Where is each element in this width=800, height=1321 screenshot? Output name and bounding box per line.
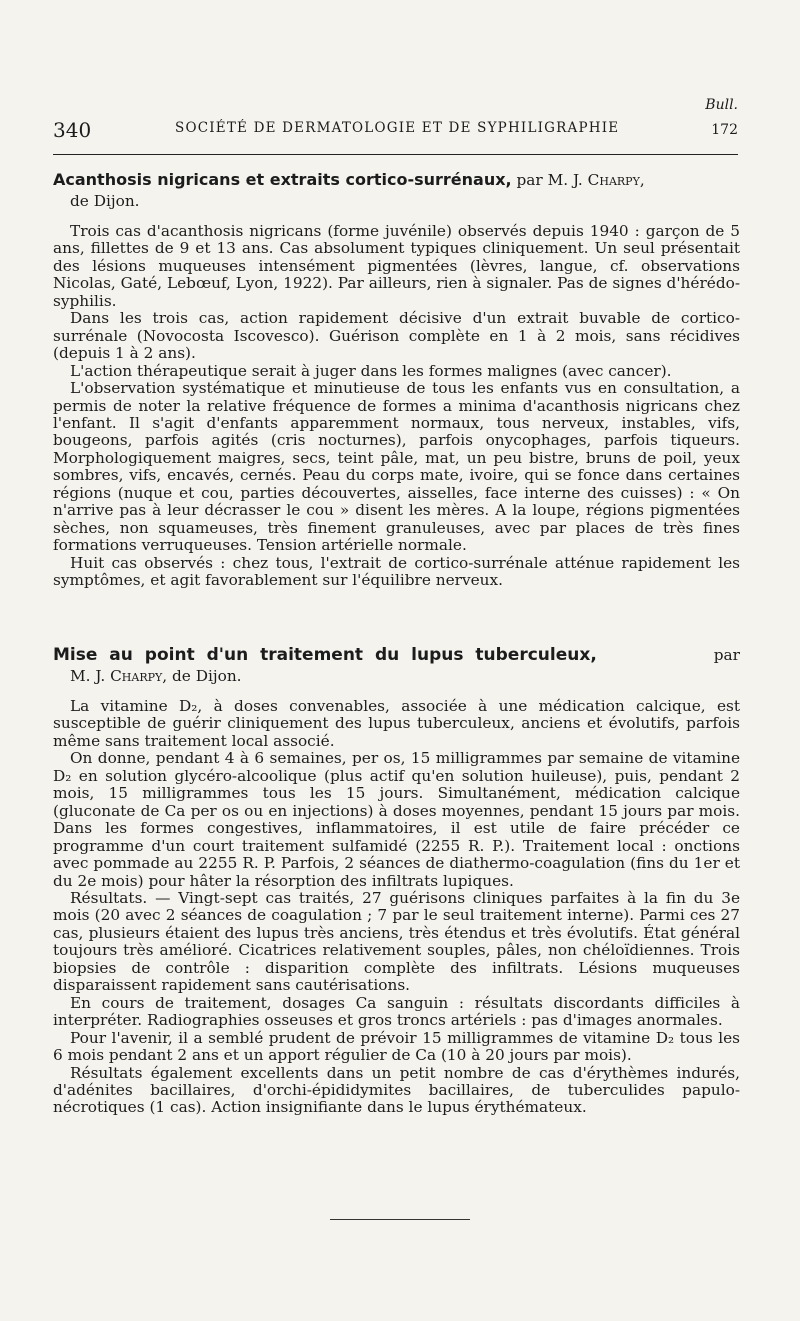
paragraph: On donne, pendant 4 à 6 semaines, per os, 15 milligrammes par semaine de vitamine D₂ en solution glycéro-alcoolique (plus actif qu'en solution huileuse), puis, pendant 2 mois, 15 milligrammes tous les 15 jours. Simultanément, médication calcique (gluconate de Ca per os ou en injections) à doses moyennes, pendant 15 jours par mois. Dans les formes congestives, inflammatoires, il est utile de faire précéder ce programme d'un court traitement sulfamidé (2255 R. P.). Traitement local : onctions avec pommade au 2255 R. P. Parfois, 2 séances de diathermo-coagulation (fins du 1er et du 2e mois) pour hâter la résorption des infiltrats lupiques. [53,749,740,890]
article-heading [53,170,740,191]
bulletin-abbrev: Bull. [705,97,738,113]
author-prefix: M. J. [70,666,106,685]
paragraph: Trois cas d'acanthosis nigricans (forme juvénile) observés depuis 1940 : garçon de 5 ans, fillettes de 9 et 13 ans. Cas absolument typiques cliniquement. Un seul présentait des lésions muqueuses intensément pigmentées (lèvres, langue, cf. observations Nicolas, Gaté, Lebœuf, Lyon, 1922). Par ailleurs, rien à signaler. Pas de signes d'hérédo-syphilis. [53,222,740,310]
article-title: Acanthosis nigricans et extraits cortico-surrénaux, [53,170,512,189]
author-prefix-par: par [713,646,740,664]
article-title: Mise au point d'un traitement du lupus tuberculeux, [53,645,597,665]
header-rule [53,154,738,155]
article-lupus [53,645,740,1117]
article-heading [53,645,740,666]
author-name: Charpy, [110,666,168,685]
paragraph: En cours de traitement, dosages Ca sanguin : résultats discordants difficiles à interpréter. Radiographies osseuses et gros troncs artériels : pas d'images anormales. [53,993,740,1030]
paragraph: L'observation systématique et minutieuse de tous les enfants vus en consultation, a permis de noter la relative fréquence de formes a minima d'acanthosis nigricans chez l'enfant. Il s'agit d'enfants apparemment normaux, tous nerveux, instables, vifs, bougeons, parfois agités (cris nocturnes), parfois onycophages, parfois tiqueurs. Morphologiquement maigres, secs, teint pâle, mat, un peu bistre, bruns de poil, yeux sombres, vifs, encavés, cernés. Peau du corps mate, ivoire, qui se fonce dans certaines régions (nuque et cou, parties découvertes, aisselles, face interne des cuisses) : « On n'arrive pas à leur décrasser le cou » disent les mères. A la loupe, régions pigmentées sèches, non squameuses, très finement granuleuses, avec par places de très fines formations verruqueuses. Tension artérielle normale. [53,379,740,555]
paragraph: Résultats également excellents dans un petit nombre de cas d'érythèmes indurés, d'adénites bacillaires, d'orchi-épididymites bacillaires, de tuberculides papulo-nécrotiques (1 cas). Action insignifiante dans le lupus érythémateux. [53,1063,740,1117]
running-head: SOCIÉTÉ DE DERMATOLOGIE ET DE SYPHILIGRAPHIE [175,120,620,136]
volume-number: 172 [711,122,738,138]
paragraph: Pour l'avenir, il a semblé prudent de prévoir 15 milligrammes de vitamine D₂ tous les 6 mois pendant 2 ans et un apport régulier de Ca (10 à 20 jours par mois). [53,1028,740,1065]
author-prefix: par M. J. [516,171,583,189]
author-city: de Dijon. [70,191,140,210]
page-number: 340 [53,118,92,142]
end-rule [330,1219,470,1220]
paragraph: Résultats. — Vingt-sept cas traités, 27 guérisons cliniques parfaites à la fin du 3e mois (20 avec 2 séances de coagulation ; 7 par le seul traitement interne). Parmi ces 27 cas, plusieurs étaient des lupus très anciens, très étendus et très évolutifs. État général toujours très amélioré. Cicatrices relativement souples, pâles, non chéloïdiennes. Trois biopsies de contrôle : disparition complète des infiltrats. Lésions muqueuses disparaissent rapidement sans cautérisations. [53,888,740,995]
article-acanthosis [53,170,740,590]
paragraph: L'action thérapeutique serait à juger dans les formes malignes (avec cancer). [70,361,672,380]
paragraph: Dans les trois cas, action rapidement décisive d'un extrait buvable de cortico-surrénale (Novocosta Iscovesco). Guérison complète en 1 à 2 mois, sans récidives (depuis 1 à 2 ans). [53,309,740,363]
author-city: de Dijon. [172,666,242,685]
paragraph: Huit cas observés : chez tous, l'extrait de cortico-surrénale atténue rapidement les symptômes, et agit favorablement sur l'équilibre nerveux. [53,553,740,590]
author-name: Charpy, [587,171,645,189]
author-line [53,666,740,687]
paragraph: La vitamine D₂, à doses convenables, associée à une médication calcique, est susceptible de guérir cliniquement des lupus tuberculeux, anciens et évolutifs, parfois même sans traitement local associé. [53,697,740,750]
